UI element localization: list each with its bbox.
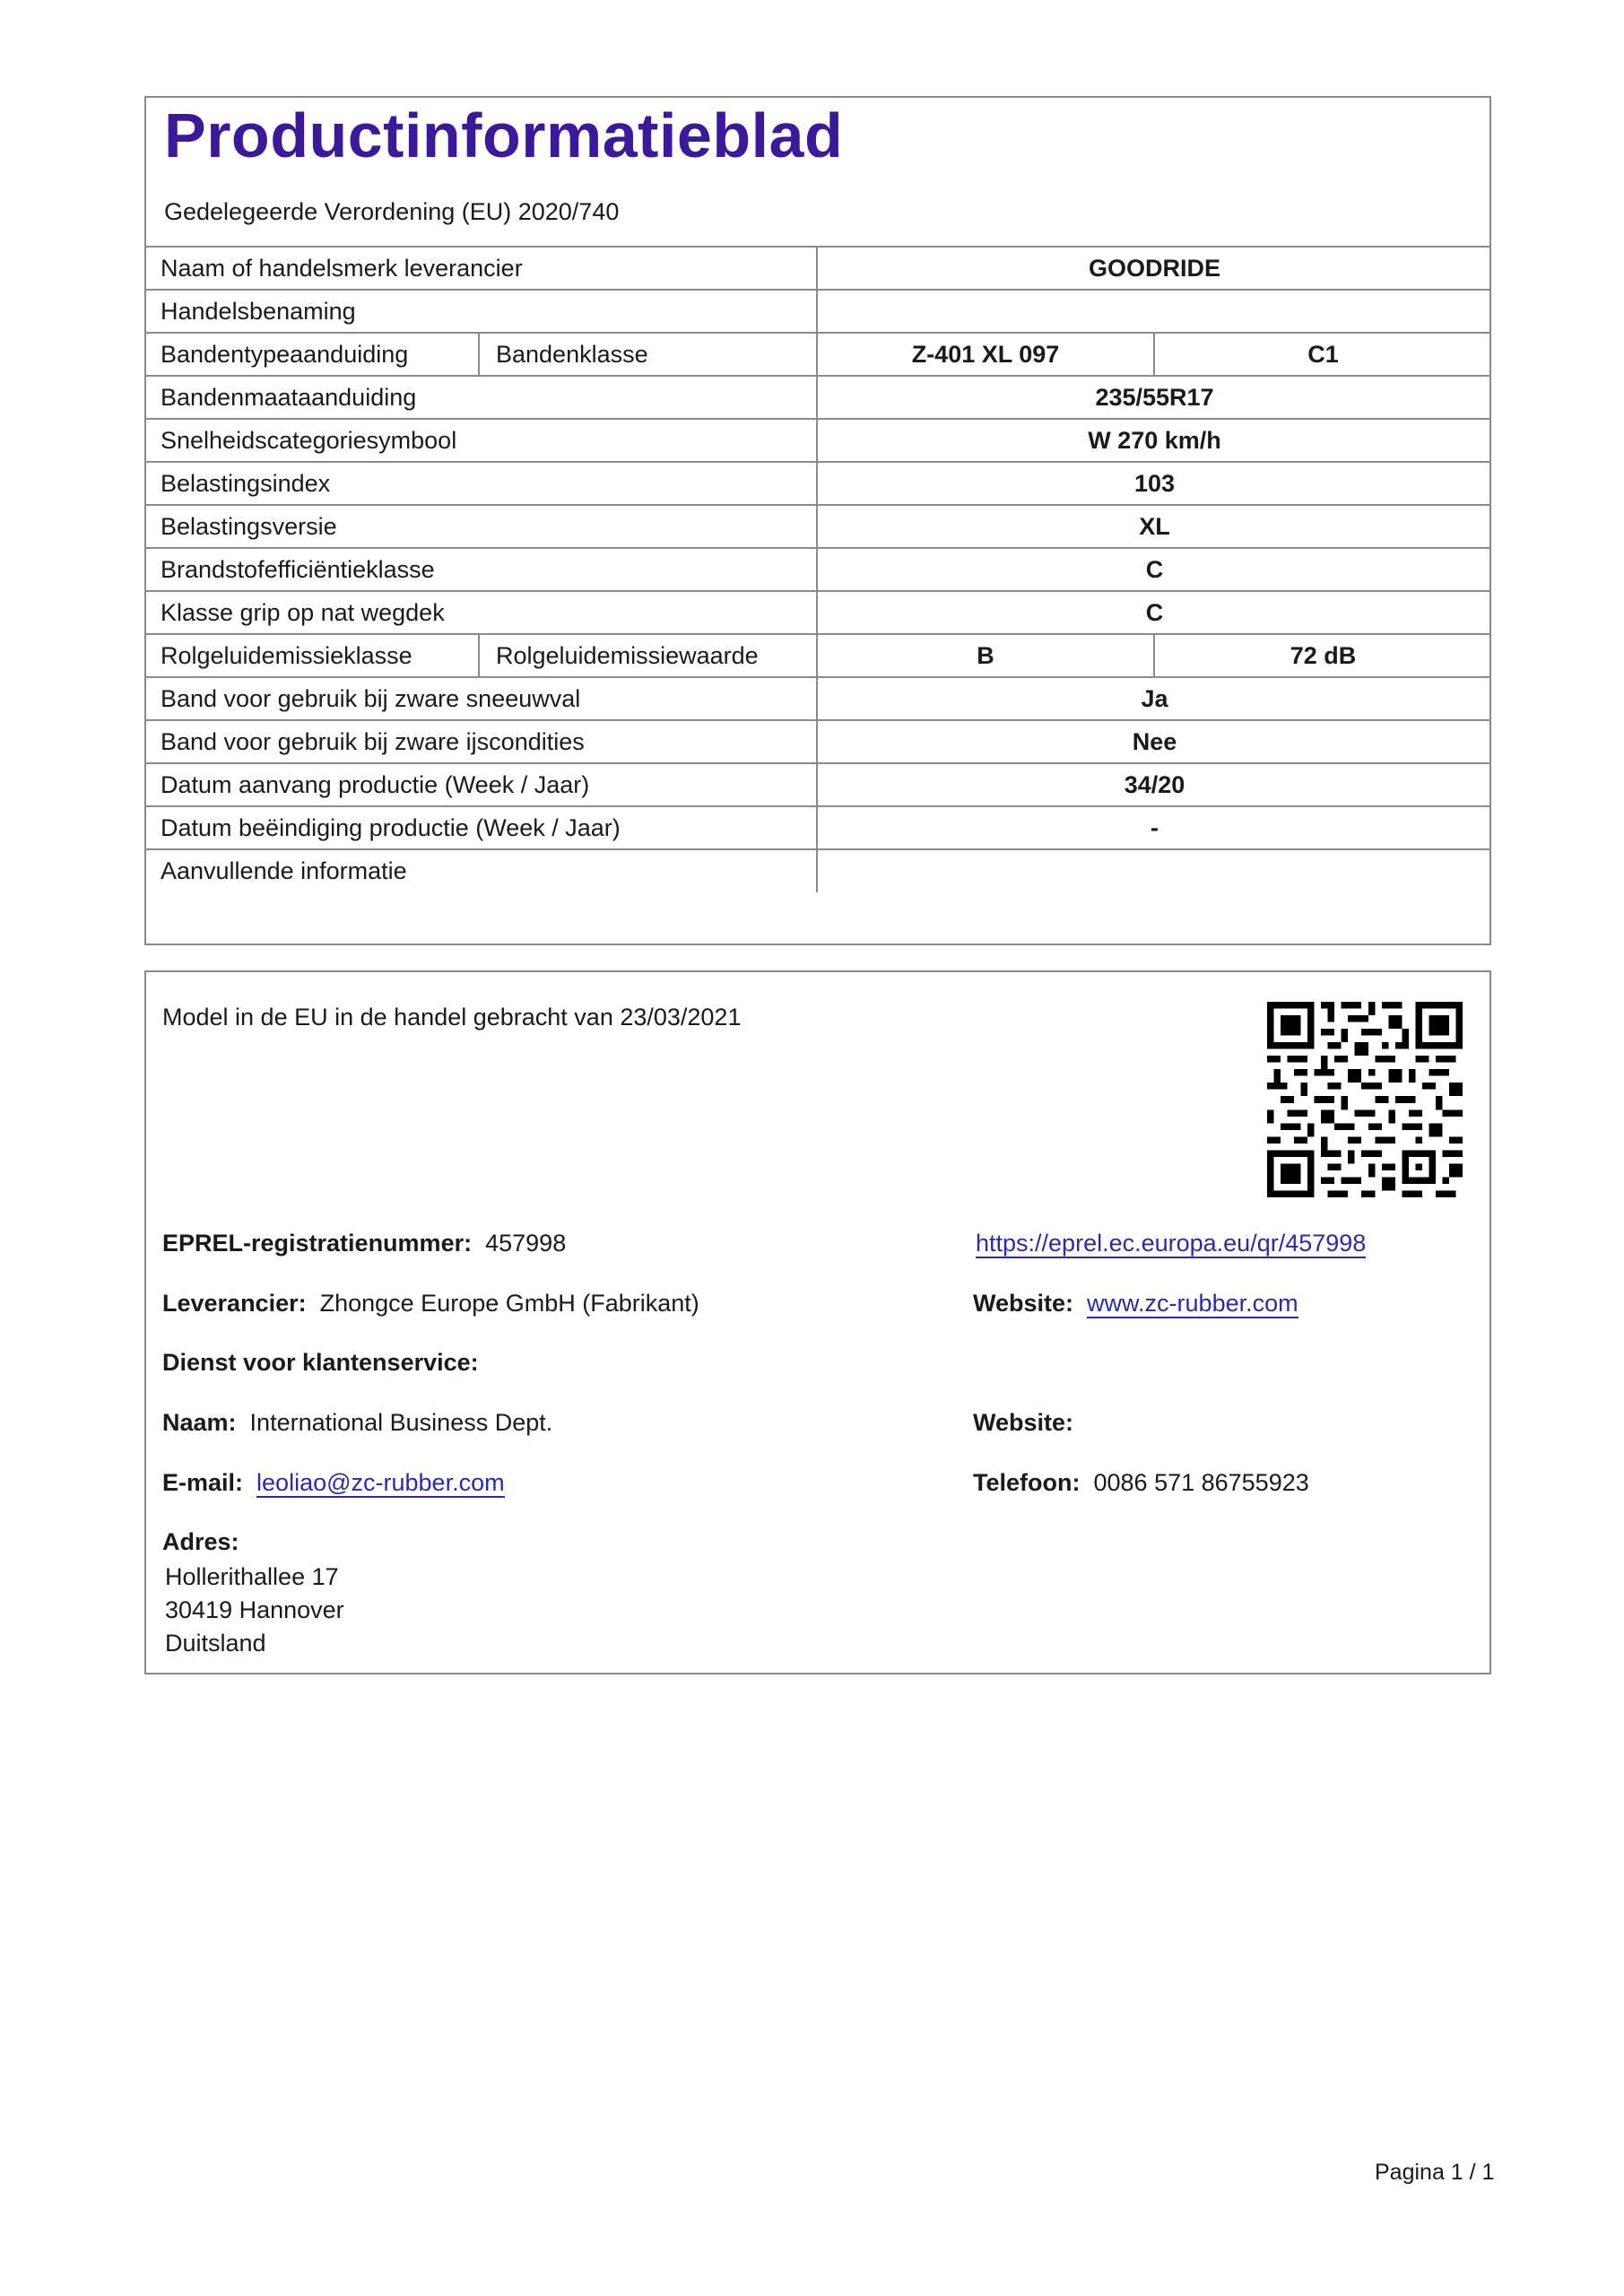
- row-value: [817, 290, 1491, 333]
- service-name-value: International Business Dept.: [249, 1409, 553, 1436]
- email-link[interactable]: leoliao@zc-rubber.com: [256, 1469, 505, 1496]
- address-block: [165, 1561, 344, 1660]
- address-line: Hollerithallee 17: [165, 1563, 339, 1590]
- phone-row: [973, 1469, 1309, 1497]
- table-row: [144, 419, 1491, 462]
- table-row: [144, 720, 1491, 763]
- row-value: Z-401 XL 097: [817, 333, 1154, 376]
- row-value: XL: [817, 505, 1491, 548]
- service-name-label: Naam:: [162, 1409, 237, 1436]
- row-value-secondary: 72 dB: [1154, 634, 1491, 677]
- row-value: 103: [817, 462, 1491, 505]
- row-label: Datum aanvang productie (Week / Jaar): [144, 763, 817, 806]
- table-row: [144, 548, 1491, 591]
- row-label: Brandstofefficiëntieklasse: [144, 548, 817, 591]
- product-info-box: [144, 96, 1491, 945]
- table-row: [144, 806, 1491, 849]
- email-row: [162, 1469, 505, 1497]
- row-label: Belastingsindex: [144, 462, 817, 505]
- phone-value: 0086 571 86755923: [1093, 1469, 1309, 1496]
- email-label: E-mail:: [162, 1469, 244, 1496]
- row-label: Aanvullende informatie: [144, 849, 817, 892]
- row-value: Ja: [817, 677, 1491, 720]
- row-label-secondary: Bandenklasse: [479, 333, 817, 376]
- address-line: 30419 Hannover: [165, 1596, 344, 1623]
- row-label: Snelheidscategoriesymbool: [144, 419, 817, 462]
- website-label: Website:: [973, 1290, 1074, 1317]
- row-value-secondary: C1: [1154, 333, 1491, 376]
- table-row: [144, 247, 1491, 290]
- table-row: [144, 591, 1491, 634]
- row-value: -: [817, 806, 1491, 849]
- table-row: [144, 376, 1491, 419]
- row-value: [817, 849, 1491, 892]
- eprel-link[interactable]: https://eprel.ec.europa.eu/qr/457998: [976, 1230, 1367, 1257]
- page-number: Pagina 1 / 1: [1375, 2160, 1495, 2185]
- row-value: C: [817, 548, 1491, 591]
- eprel-row: [162, 1230, 566, 1257]
- row-label: Naam of handelsmerk leverancier: [144, 247, 817, 290]
- eprel-number: 457998: [485, 1230, 567, 1257]
- row-label: Band voor gebruik bij zware sneeuwval: [144, 677, 817, 720]
- supplier-info-box: [144, 970, 1491, 1674]
- customer-service-heading: Dienst voor klantenservice:: [162, 1349, 479, 1376]
- supplier-label: Leverancier:: [162, 1290, 307, 1317]
- row-value: C: [817, 591, 1491, 634]
- row-label: Band voor gebruik bij zware ijscondities: [144, 720, 817, 763]
- table-row: [144, 462, 1491, 505]
- row-label-secondary: Rolgeluidemissiewaarde: [479, 634, 817, 677]
- supplier-row: [162, 1290, 699, 1318]
- qr-code-graphic: [1267, 1002, 1463, 1197]
- row-label: Handelsbenaming: [144, 290, 817, 333]
- eprel-link-row: [976, 1230, 1366, 1257]
- row-value: 34/20: [817, 763, 1491, 806]
- row-label: Bandenmaataanduiding: [144, 376, 817, 419]
- table-row: [144, 333, 1491, 376]
- address-label: Adres:: [162, 1528, 239, 1555]
- address-line: Duitsland: [165, 1630, 266, 1657]
- table-row: [144, 849, 1491, 892]
- table-row: [144, 677, 1491, 720]
- supplier-website-link[interactable]: www.zc-rubber.com: [1087, 1290, 1298, 1317]
- regulation-subtitle: Gedelegeerde Verordening (EU) 2020/740: [164, 198, 620, 225]
- row-value: B: [817, 634, 1154, 677]
- table-row: [144, 505, 1491, 548]
- row-label: Klasse grip op nat wegdek: [144, 591, 817, 634]
- eprel-label: EPREL-registratienummer:: [162, 1230, 473, 1257]
- model-market-date: Model in de EU in de handel gebracht van 23/03/2021: [162, 1004, 742, 1031]
- table-row: [144, 290, 1491, 333]
- row-label: Bandentypeaanduiding: [144, 333, 479, 376]
- qr-code-icon[interactable]: [1267, 1002, 1463, 1197]
- row-label: Belastingsversie: [144, 505, 817, 548]
- supplier-value: Zhongce Europe GmbH (Fabrikant): [319, 1290, 699, 1317]
- service-name-row: [162, 1409, 552, 1437]
- spec-table: [144, 246, 1491, 892]
- row-label: Rolgeluidemissieklasse: [144, 634, 479, 677]
- table-row: [144, 634, 1491, 677]
- row-value: 235/55R17: [817, 376, 1491, 419]
- table-row: [144, 763, 1491, 806]
- row-value: GOODRIDE: [817, 247, 1491, 290]
- row-label: Datum beëindiging productie (Week / Jaar): [144, 806, 817, 849]
- page-title: Productinformatieblad: [164, 100, 844, 170]
- service-website-label: Website:: [973, 1409, 1074, 1436]
- row-value: W 270 km/h: [817, 419, 1491, 462]
- phone-label: Telefoon:: [973, 1469, 1081, 1496]
- supplier-website-row: [973, 1290, 1298, 1318]
- row-value: Nee: [817, 720, 1491, 763]
